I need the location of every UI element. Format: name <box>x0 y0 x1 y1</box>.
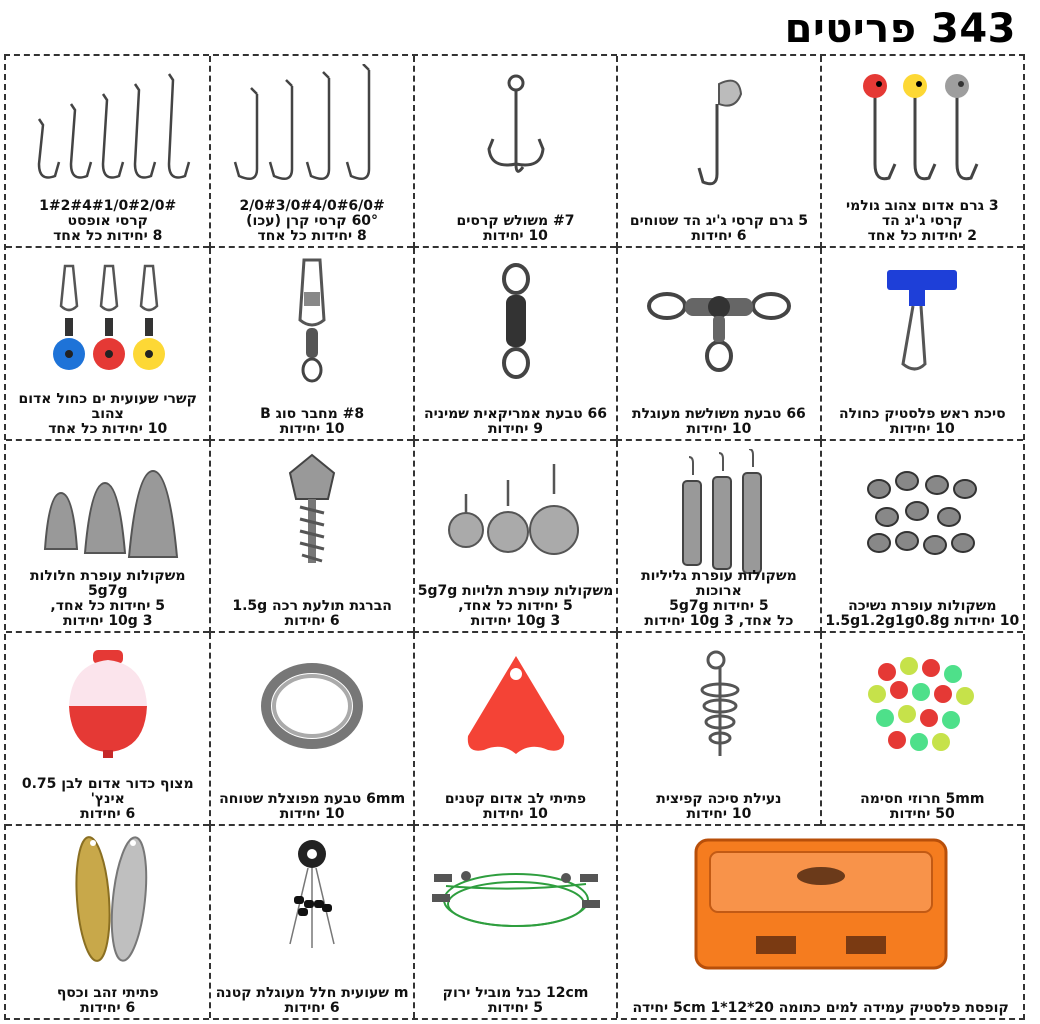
item-caption-line: 10 יחידות <box>889 420 955 437</box>
item-spoon-lures <box>6 826 209 1018</box>
item-jig-heads <box>820 56 1023 248</box>
item-caption-line: 10 יחידות <box>279 805 345 822</box>
item-caption-line: 6 יחידות <box>80 999 136 1016</box>
items-grid <box>4 54 1025 1020</box>
item-caption-line: משקולות עופרת נשיכה <box>848 598 997 615</box>
item-caption-line: 10 יחידות <box>483 228 548 245</box>
item-heart-spinner <box>413 633 616 825</box>
item-snap-swivel <box>209 248 412 440</box>
item-caption-line: 6 יחידות <box>80 805 136 822</box>
item-caption-line: 6 יחידות <box>284 999 340 1016</box>
item-caption-line: 10 יחידות <box>686 420 752 437</box>
flat-jig-hook-icon <box>659 64 779 194</box>
item-caption-line: 10 יחידות 1.5g1.2g1g0.8g <box>825 613 1020 630</box>
item-float-ball <box>6 633 209 825</box>
screw-weight-icon <box>272 449 352 579</box>
beads-icon <box>857 646 987 766</box>
item-caption-line: סיכת ראש פלסטיק כחולה <box>839 405 1006 422</box>
item-tackle-box <box>616 826 1023 1018</box>
tackle-box-icon <box>676 830 966 980</box>
heart-spinner-icon <box>456 646 576 766</box>
leader-wire-icon <box>426 844 606 954</box>
snap-swivel-icon <box>272 256 352 386</box>
item-caption-line: 50 יחידות <box>889 805 955 822</box>
item-stopper-beads <box>820 633 1023 825</box>
offset-hooks-icon <box>13 64 203 194</box>
plastic-clip-icon <box>867 256 977 386</box>
item-caption-line: 5 יחידות 5g7g <box>669 598 769 615</box>
item-spring-lock <box>616 633 819 825</box>
item-caption-line: קופסת פלסטיק עמידה למים כתומה 20*12*5cm 1 יחידה <box>632 999 1009 1016</box>
item-caption-line: 66 טבעת אמריקאית שמיניה <box>423 405 608 422</box>
item-offset-hooks <box>6 56 209 248</box>
item-caption-line: 66 טבעת משולשת מעוגלת <box>632 405 806 422</box>
item-bullet-weights <box>6 441 209 633</box>
item-caption-line: מצוף כדור אדום לבן 0.75 אינץ' <box>21 775 194 807</box>
treble-hook-icon <box>461 69 571 189</box>
item-caption-line: #8 מחבר סוג B <box>260 405 365 422</box>
item-caption-line: 6mm טבעת מפוצלת שטוחה <box>219 790 406 807</box>
item-caption-line: משקולות עופרת תלויות 5g7g <box>417 583 614 600</box>
item-caption-line: משקולות עופרת גליליות ארוכות <box>641 568 797 600</box>
item-caption-line: 10g 3 יחידות <box>470 613 561 630</box>
horn-hooks-icon <box>217 64 407 194</box>
item-caption-line: פתיתי לב אדום קטנים <box>444 790 587 807</box>
bead-snaps-icon <box>33 256 183 386</box>
item-caption-line: 60° קרסי קרן (עכו) <box>246 213 379 230</box>
item-caption-line: 5 גרם קרסי ג'יג הד שטוחים <box>629 213 808 230</box>
item-treble-hooks <box>413 56 616 248</box>
page-title: 343 פריטים <box>784 6 1016 52</box>
float-ball-icon <box>53 646 163 766</box>
item-caption-line: 5 יחידות כל אחד, <box>458 598 573 615</box>
item-horn-hooks <box>209 56 412 248</box>
item-caption-line: 9 יחידות <box>487 420 544 437</box>
three-way-swivel-icon <box>639 266 799 376</box>
item-ball-weights <box>413 441 616 633</box>
item-caption-line: נעילת סיכה קפיצית <box>656 790 782 807</box>
barrel-swivel-icon <box>476 261 556 381</box>
item-plastic-clip <box>820 248 1023 440</box>
item-caption-line: פתיתי זהב וכסף <box>56 984 159 1001</box>
item-caption-line: 5 יחידות <box>487 999 544 1016</box>
item-caption-line: קשרי שעועית ים כחול אדום צהוב <box>18 390 197 422</box>
item-leader-wire <box>413 826 616 1018</box>
item-screw-weight <box>209 441 412 633</box>
item-caption-line: 2/0#3/0#4/0#6/0# <box>239 198 385 215</box>
item-caption-line: 6 יחידות <box>691 228 747 245</box>
item-caption-line: 3 גרם אדום צהוב גולמי <box>846 198 999 215</box>
split-shot-icon <box>857 459 987 569</box>
item-caption-line: 5 יחידות כל אחד, <box>50 598 165 615</box>
item-caption-line: הברגת תולעת רכה 1.5g <box>232 598 392 615</box>
item-caption-line: קרסי ג'יג הד <box>881 213 963 230</box>
bobber-stops-icon <box>272 834 352 964</box>
item-caption-line: 10 יחידות <box>686 805 752 822</box>
bullet-weights-icon <box>33 459 183 569</box>
item-bobber-stops <box>209 826 412 1018</box>
item-caption-line: #7 משולש קרסים <box>456 213 575 230</box>
split-ring-icon <box>252 651 372 761</box>
item-split-ring <box>209 633 412 825</box>
item-flat-jig <box>616 56 819 248</box>
item-caption-line: 10 יחידות כל אחד <box>48 420 168 437</box>
item-split-shot <box>820 441 1023 633</box>
item-caption-line: 6 יחידות <box>284 613 340 630</box>
item-caption-line: 2 יחידות כל אחד <box>867 228 977 245</box>
item-caption-line: 10g 3 יחידות <box>62 613 153 630</box>
cylinder-weights-icon <box>659 449 779 579</box>
item-bead-snaps <box>6 248 209 440</box>
item-three-way-swivel <box>616 248 819 440</box>
item-caption-line: קרסי אופסט <box>67 213 148 230</box>
item-caption-line: משקולות עופרת חלולות 5g7g <box>29 568 186 600</box>
item-cylinder-weights <box>616 441 819 633</box>
item-caption-line: m שעועית חלל מעוגלת קטנה <box>215 984 409 1001</box>
item-caption-line: כל אחד, 10g 3 יחידות <box>644 613 794 630</box>
item-caption-line: 8 יחידות כל אחד <box>257 228 367 245</box>
item-barrel-swivel <box>413 248 616 440</box>
spring-lock-icon <box>684 646 754 766</box>
item-caption-line: 12cm כבל מוביל ירוק <box>442 984 589 1001</box>
item-caption-line: 5mm חרוזי חסימה <box>860 790 985 807</box>
jig-head-hooks-icon <box>847 64 997 194</box>
ball-weights-icon <box>436 454 596 574</box>
item-caption-line: 10 יחידות <box>279 420 345 437</box>
item-caption-line: 8 יחידות כל אחד <box>53 228 163 245</box>
item-caption-line: 10 יחידות <box>483 805 548 822</box>
item-caption-line: 1#2#4#1/0#2/0# <box>39 198 177 215</box>
spoon-lures-icon <box>53 829 163 969</box>
